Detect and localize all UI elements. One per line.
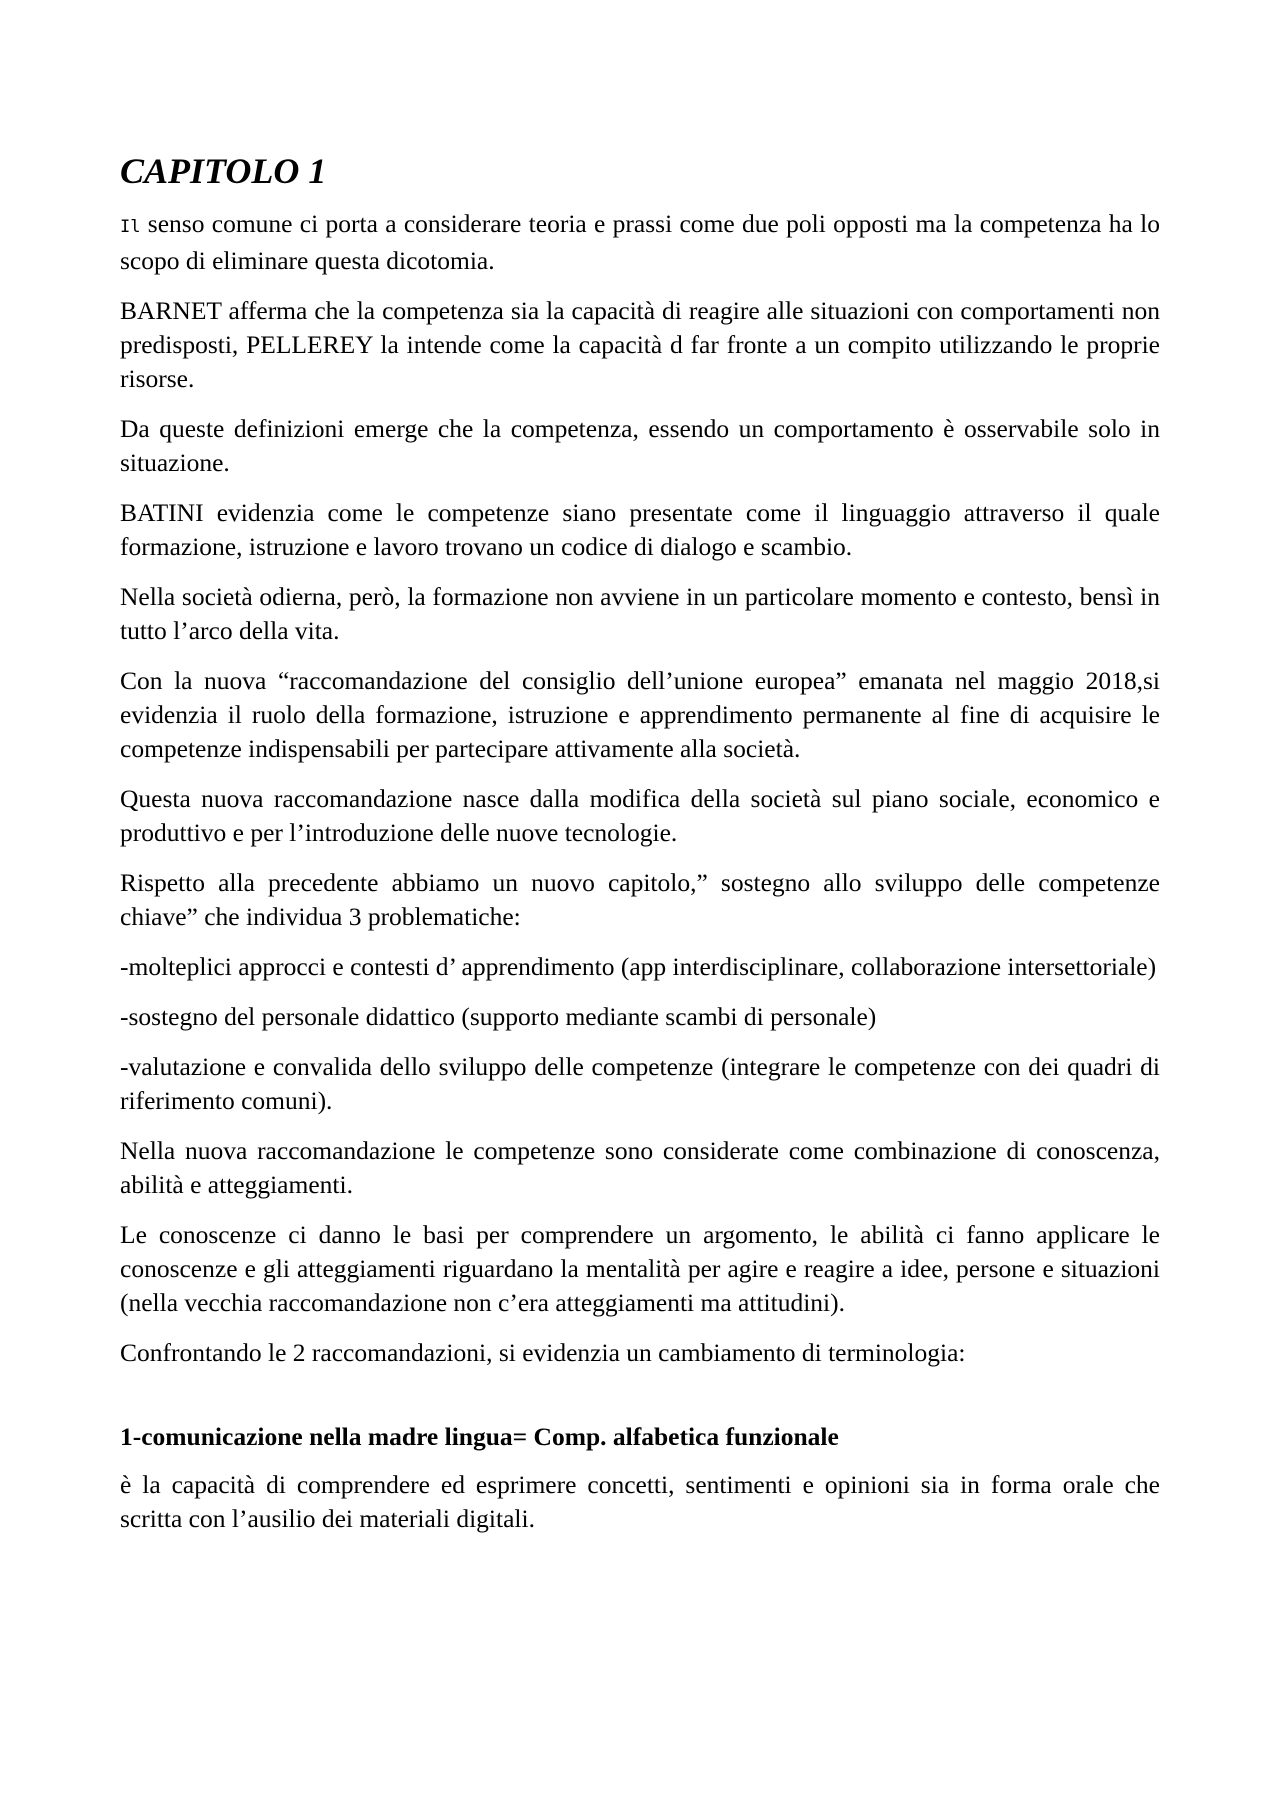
- paragraph-initial: Il: [120, 217, 141, 238]
- paragraph-11-list-item: -valutazione e convalida dello sviluppo delle competenze (integrare le competenze con dei quadri di riferimento comuni).: [120, 1052, 1160, 1116]
- paragraph-14: Confrontando le 2 raccomandazioni, si evidenzia un cambiamento di terminologia:: [120, 1338, 966, 1368]
- paragraph-12: Nella nuova raccomandazione le competenze sono considerate come combinazione di conoscenza, abilità e atteggiamenti.: [120, 1136, 1160, 1200]
- document-page: [120, 150, 1160, 1552]
- paragraph-4: BATINI evidenzia come le competenze siano presentate come il linguaggio attraverso il quale formazione, istruzione e lavoro trovano un codice di dialogo e scambio.: [120, 498, 1160, 562]
- section-paragraph: è la capacità di comprendere ed esprimere concetti, sentimenti e opinioni sia in forma orale che scritta con l’ausilio dei materiali digitali.: [120, 1470, 1160, 1534]
- paragraph-6: Con la nuova “raccomandazione del consiglio dell’unione europea” emanata nel maggio 2018,si evidenzia il ruolo della formazione, istruzione e apprendimento permanente al fine di acquisire le competenze indispensabili per partecipare attivamente alla società.: [120, 666, 1160, 764]
- section-heading: 1-comunicazione nella madre lingua= Comp. alfabetica funzionale: [120, 1422, 839, 1452]
- paragraph-2: BARNET afferma che la competenza sia la capacità di reagire alle situazioni con comportamenti non predisposti, PELLEREY la intende come la capacità d far fronte a un compito utilizzando le proprie risorse.: [120, 296, 1160, 394]
- paragraph-7: Questa nuova raccomandazione nasce dalla modifica della società sul piano sociale, economico e produttivo e per l’introduzione delle nuove tecnologie.: [120, 784, 1160, 848]
- paragraph-5: Nella società odierna, però, la formazione non avviene in un particolare momento e contesto, bensì in tutto l’arco della vita.: [120, 582, 1160, 646]
- paragraph-text: senso comune ci porta a considerare teoria e prassi come due poli opposti ma la competenza ha lo scopo di eliminare questa dicotomia.: [120, 209, 1160, 276]
- paragraph-13: Le conoscenze ci danno le basi per comprendere un argomento, le abilità ci fanno applicare le conoscenze e gli atteggiamenti riguardano la mentalità per agire e reagire a idee, persone e situazioni (nella vecchia raccomandazione non c’era atteggiamenti ma attitudini).: [120, 1220, 1160, 1318]
- paragraph-10-list-item: -sostegno del personale didattico (supporto mediante scambi di personale): [120, 1002, 877, 1032]
- paragraph-8: Rispetto alla precedente abbiamo un nuovo capitolo,” sostegno allo sviluppo delle competenze chiave” che individua 3 problematiche:: [120, 868, 1160, 932]
- chapter-title: CAPITOLO 1: [120, 151, 327, 191]
- paragraph-9-list-item: -molteplici approcci e contesti d’ apprendimento (app interdisciplinare, collaborazione intersettoriale): [120, 952, 1157, 982]
- paragraph-1: [120, 207, 1160, 278]
- paragraph-3: Da queste definizioni emerge che la competenza, essendo un comportamento è osservabile solo in situazione.: [120, 414, 1160, 478]
